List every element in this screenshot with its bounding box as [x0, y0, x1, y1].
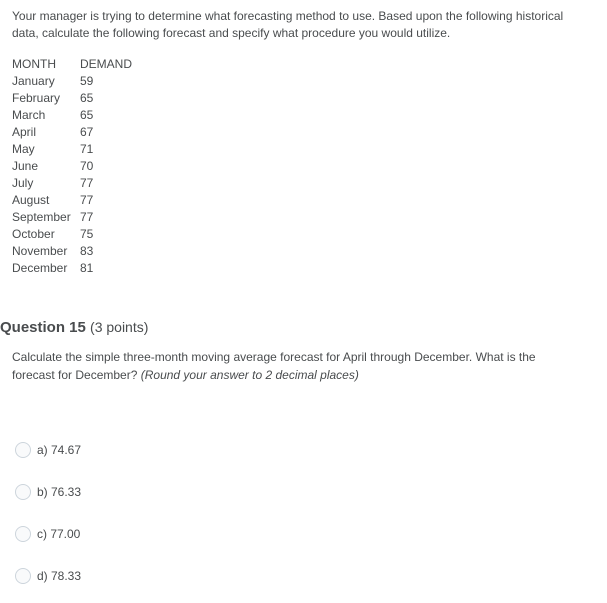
- table-row: [12, 106, 132, 123]
- demand-cell: 77: [80, 209, 94, 224]
- question-title: [0, 319, 148, 336]
- answer-option-b[interactable]: [15, 482, 81, 502]
- demand-cell: 65: [80, 90, 94, 105]
- demand-cell: 67: [80, 124, 94, 139]
- question-hint: (Round your answer to 2 decimal places): [140, 368, 359, 382]
- month-cell: July: [12, 175, 34, 190]
- month-cell: September: [12, 209, 71, 224]
- demand-table: [12, 55, 132, 276]
- table-row: [12, 174, 132, 191]
- month-column-header: MONTH: [12, 56, 56, 71]
- demand-cell: 71: [80, 141, 94, 156]
- answer-option-label[interactable]: d) 78.33: [37, 569, 82, 583]
- radio-button-icon[interactable]: [15, 526, 31, 542]
- answer-option-label[interactable]: c) 77.00: [37, 527, 81, 541]
- demand-cell: 65: [80, 107, 94, 122]
- table-row: [12, 242, 132, 259]
- month-cell: June: [12, 158, 39, 173]
- answer-option-label[interactable]: b) 76.33: [37, 485, 82, 499]
- answer-option-label[interactable]: a) 74.67: [37, 443, 82, 457]
- intro-text-block: [12, 8, 572, 42]
- month-cell: March: [12, 107, 46, 122]
- table-row: [12, 191, 132, 208]
- month-cell: April: [12, 124, 37, 139]
- table-row: [12, 225, 132, 242]
- question-text: [12, 348, 572, 384]
- answer-option-d[interactable]: [15, 566, 81, 586]
- radio-button-icon[interactable]: [15, 568, 31, 584]
- demand-cell: 59: [80, 73, 94, 88]
- demand-column-header: DEMAND: [80, 56, 133, 71]
- month-cell: October: [12, 226, 55, 241]
- table-row: [12, 72, 132, 89]
- month-cell: December: [12, 260, 68, 275]
- demand-cell: 77: [80, 175, 94, 190]
- demand-cell: 75: [80, 226, 94, 241]
- table-row: [12, 259, 132, 276]
- demand-cell: 77: [80, 192, 94, 207]
- demand-cell: 83: [80, 243, 94, 258]
- month-cell: January: [12, 73, 55, 88]
- month-cell: November: [12, 243, 68, 258]
- table-row: [12, 123, 132, 140]
- answer-option-c[interactable]: [15, 524, 80, 544]
- answer-option-a[interactable]: [15, 440, 81, 460]
- month-cell: August: [12, 192, 50, 207]
- table-row: [12, 157, 132, 174]
- question-number: Question 15: [0, 319, 86, 336]
- question-points: (3 points): [90, 319, 149, 335]
- table-row: [12, 140, 132, 157]
- month-cell: February: [12, 90, 61, 105]
- intro-paragraph: Your manager is trying to determine what forecasting method to use. Based upon the following historical data, calculate the following forecast and specify what procedure you would utilize.: [12, 9, 564, 40]
- demand-cell: 81: [80, 260, 94, 275]
- radio-button-icon[interactable]: [15, 484, 31, 500]
- demand-cell: 70: [80, 158, 94, 173]
- month-cell: May: [12, 141, 35, 156]
- radio-button-icon[interactable]: [15, 442, 31, 458]
- table-row: [12, 208, 132, 225]
- table-header-row: [12, 55, 132, 72]
- question-prompt: Calculate the simple three-month moving average forecast for April through December. What is the forecast for December?: [12, 350, 536, 382]
- table-row: [12, 89, 132, 106]
